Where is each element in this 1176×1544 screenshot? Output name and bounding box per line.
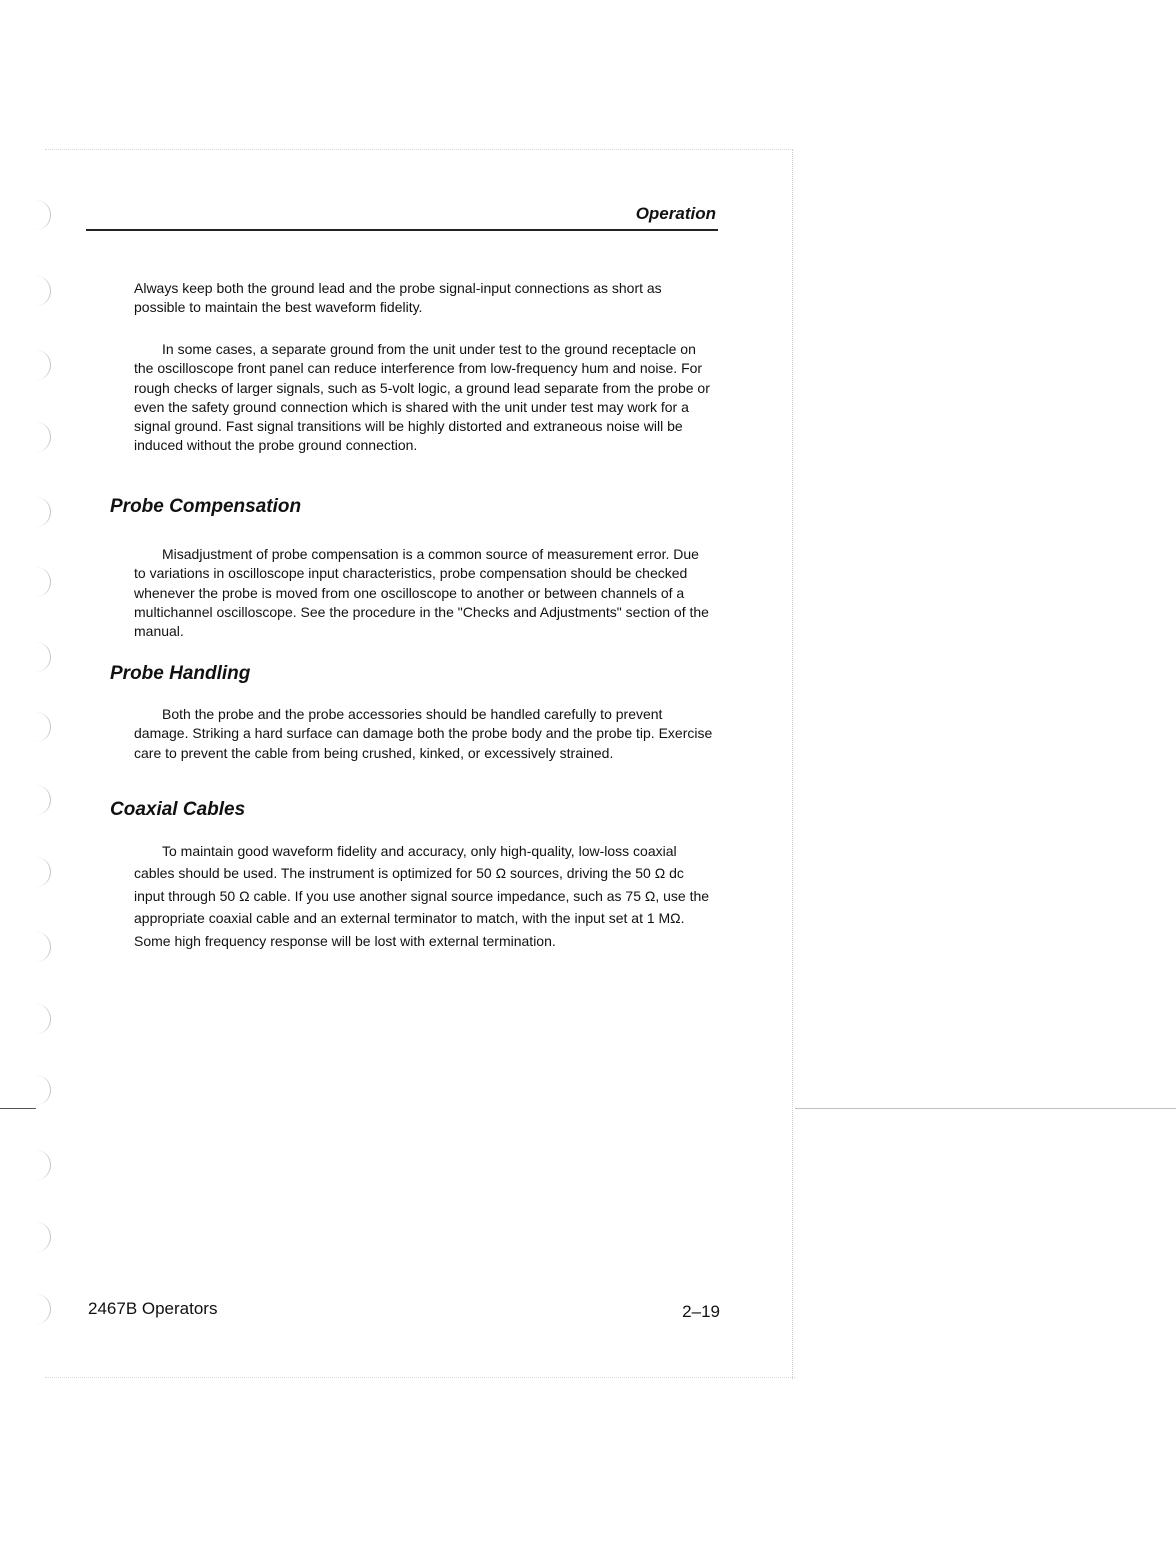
binder-hole	[36, 276, 51, 306]
binder-hole	[36, 932, 51, 962]
binder-hole	[36, 567, 51, 597]
running-header: Operation	[635, 204, 716, 223]
scan-edge-top	[45, 149, 793, 150]
binder-hole	[36, 1222, 51, 1252]
binder-hole	[36, 422, 51, 452]
binder-hole	[36, 1075, 51, 1105]
binder-hole	[36, 497, 51, 527]
binder-hole	[36, 1004, 51, 1034]
scan-line-left	[0, 1108, 36, 1109]
binder-hole	[36, 642, 51, 672]
header-rule	[86, 229, 718, 231]
section-heading-probe-compensation: Probe Compensation	[110, 496, 302, 517]
binder-hole	[36, 857, 51, 887]
scan-edge-right	[792, 149, 793, 1379]
footer-page-number: 2–19	[682, 1302, 720, 1321]
section-body-probe-handling: Both the probe and the probe accessories should be handled carefully to prevent damage. Striking a hard surface can damage both the probe body and the probe tip. Exercise care to prevent the cable from being crushed, kinked, or excessively strained.	[134, 706, 713, 761]
binder-hole	[36, 350, 51, 380]
section-heading-coaxial-cables: Coaxial Cables	[110, 799, 246, 820]
binder-hole	[36, 1150, 51, 1180]
footer-manual-title: 2467B Operators	[88, 1299, 218, 1318]
section-body-coaxial-cables: To maintain good waveform fidelity and accuracy, only high-quality, low-loss coaxial cables should be used. The instrument is optimized for 50 Ω sources, driving the 50 Ω dc input through 50 Ω cable. If you use another signal source impedance, such as 75 Ω, use the appropriate coaxial cable and an external terminator to match, with the input set at 1 MΩ. Some high frequency response will be lost with external termination.	[134, 843, 710, 949]
binder-hole	[36, 712, 51, 742]
binder-hole	[36, 200, 51, 230]
binder-hole	[36, 785, 51, 815]
binder-hole	[36, 1294, 51, 1324]
scan-line-right	[795, 1108, 1176, 1109]
intro-paragraph: Always keep both the ground lead and the probe signal-input connections as short as possible to maintain the best waveform fidelity.	[134, 280, 662, 316]
scan-edge-bottom	[45, 1377, 795, 1378]
section-body-probe-compensation: Misadjustment of probe compensation is a common source of measurement error. Due to variations in oscilloscope input characteristics, probe compensation should be checked whenever the probe is moved from one oscilloscope to another or between channels of a multichannel oscilloscope. See the procedure in the "Checks and Adjustments" section of the manual.	[134, 546, 709, 640]
ground-paragraph: In some cases, a separate ground from the unit under test to the ground receptacle on the oscilloscope front panel can reduce interference from low-frequency hum and noise. For rough checks of larger signals, such as 5-volt logic, a ground lead separate from the probe or even the safety ground connection which is shared with the unit under test may work for a signal ground. Fast signal transitions will be highly distorted and extraneous noise will be induced without the probe ground connection.	[134, 341, 710, 454]
section-heading-probe-handling: Probe Handling	[110, 663, 251, 684]
